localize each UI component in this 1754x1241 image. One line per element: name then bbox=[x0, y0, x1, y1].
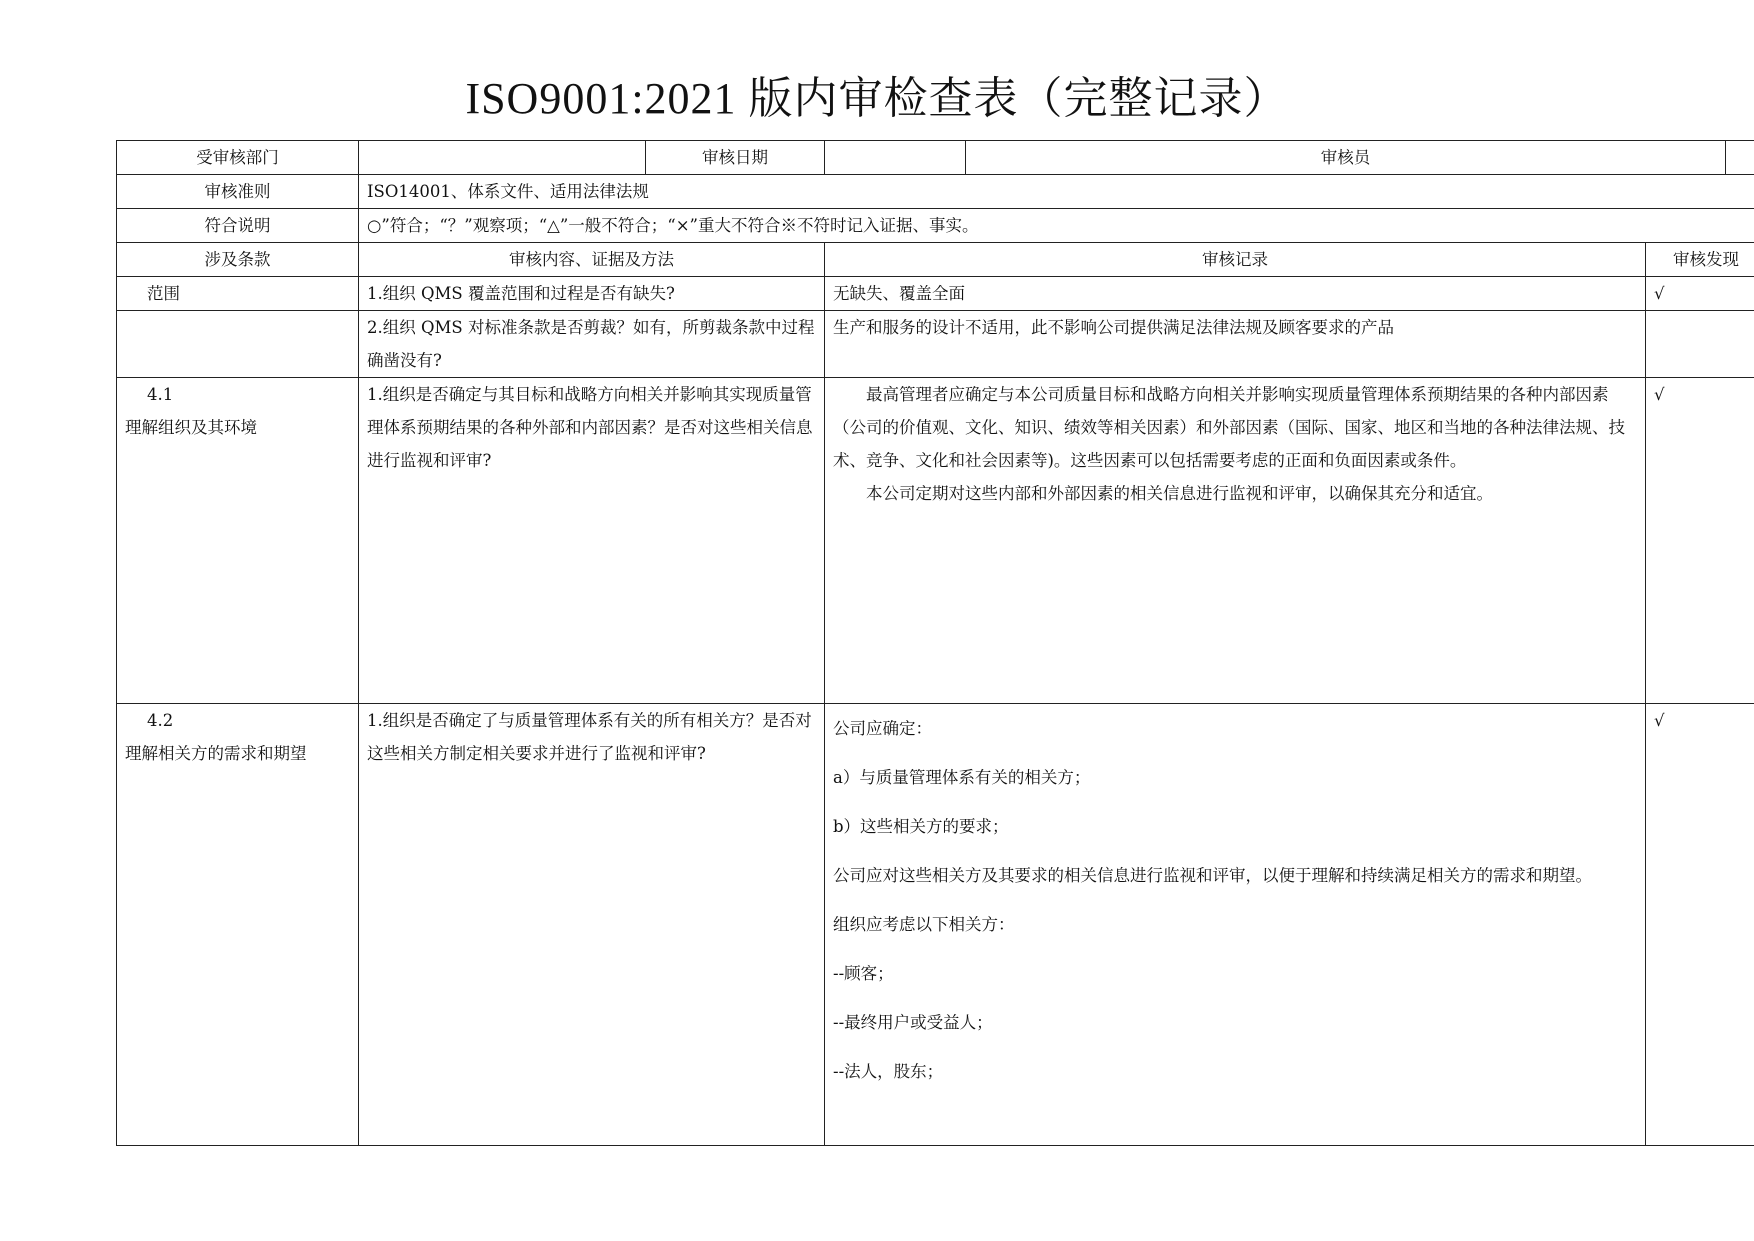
header-row-criteria bbox=[117, 175, 1754, 209]
column-header-content: 审核内容、证据及方法 bbox=[359, 243, 825, 277]
question-cell: 1.组织是否确定了与质量管理体系有关的所有相关方？是否对这些相关方制定相关要求并进行了监视和评审? bbox=[359, 704, 825, 1146]
clause-cell bbox=[117, 704, 359, 1146]
header-row-legend bbox=[117, 209, 1754, 243]
record-line: 组织应考虑以下相关方： bbox=[833, 915, 1015, 934]
dept-label: 受审核部门 bbox=[117, 141, 359, 175]
column-header-finding: 审核发现 bbox=[1646, 243, 1754, 277]
record-cell bbox=[825, 378, 1646, 704]
record-line: --法人，股东； bbox=[833, 1062, 944, 1081]
record-line: 公司应对这些相关方及其要求的相关信息进行监视和评审，以便于理解和持续满足相关方的需求和期望。 bbox=[833, 866, 1592, 885]
document-title: ISO9001:2021 版内审检查表（完整记录） bbox=[465, 74, 1289, 123]
column-header-clause: 涉及条款 bbox=[117, 243, 359, 277]
record-line: b）这些相关方的要求； bbox=[833, 817, 1009, 836]
clause-cell bbox=[117, 311, 359, 378]
table-row bbox=[117, 277, 1754, 311]
clause-cell: 范围 bbox=[117, 277, 359, 311]
record-cell: 生产和服务的设计不适用，此不影响公司提供满足法律法规及顾客要求的产品 bbox=[825, 311, 1646, 378]
dept-value bbox=[359, 141, 646, 175]
record-paragraph: 本公司定期对这些内部和外部因素的相关信息进行监视和评审，以确保其充分和适宜。 bbox=[866, 484, 1493, 503]
criteria-value: ISO14001、体系文件、适用法律法规 bbox=[359, 175, 1754, 209]
question-cell: 1.组织是否确定与其目标和战略方向相关并影响其实现质量管理体系预期结果的各种外部和内部因素？是否对这些相关信息进行监视和评审? bbox=[359, 378, 825, 704]
legend-label: 符合说明 bbox=[117, 209, 359, 243]
clause-code: 4.1 bbox=[147, 385, 174, 404]
record-paragraph: 最高管理者应确定与本公司质量目标和战略方向相关并影响实现质量管理体系预期结果的各种内部因素（公司的价值观、文化、知识、绩效等相关因素）和外部因素（国际、国家、地区和当地的各种法律法规、技术、竞争、文化和社会因素等)。这些因素可以包括需要考虑的正面和负面因素或条件。 bbox=[833, 385, 1625, 470]
clause-cell bbox=[117, 378, 359, 704]
date-value bbox=[825, 141, 966, 175]
auditor-label: 审核员 bbox=[966, 141, 1726, 175]
legend-value: ○”符合；“？”观察项；“△”一般不符合；“×”重大不符合※不符时记入证据、事实。 bbox=[359, 209, 1754, 243]
record-line: --顾客； bbox=[833, 964, 894, 983]
table-row bbox=[117, 378, 1754, 704]
clause-title: 理解组织及其环境 bbox=[125, 418, 257, 437]
record-line: --最终用户或受益人； bbox=[833, 1013, 993, 1032]
record-line: 公司应确定： bbox=[833, 719, 932, 738]
column-header-record: 审核记录 bbox=[825, 243, 1646, 277]
clause-title: 理解相关方的需求和期望 bbox=[125, 744, 307, 763]
criteria-label: 审核准则 bbox=[117, 175, 359, 209]
date-label: 审核日期 bbox=[646, 141, 825, 175]
auditor-value bbox=[1726, 141, 1754, 175]
finding-mark: √ bbox=[1646, 277, 1754, 311]
column-header-row bbox=[117, 243, 1754, 277]
question-cell: 1.组织 QMS 覆盖范围和过程是否有缺失? bbox=[359, 277, 825, 311]
finding-mark: √ bbox=[1646, 704, 1754, 1146]
table-row bbox=[117, 704, 1754, 1146]
question-cell: 2.组织 QMS 对标准条款是否剪裁？如有，所剪裁条款中过程确凿没有? bbox=[359, 311, 825, 378]
record-cell bbox=[825, 704, 1646, 1146]
clause-code: 4.2 bbox=[147, 711, 174, 730]
record-line: a）与质量管理体系有关的相关方； bbox=[833, 768, 1091, 787]
record-cell: 无缺失、覆盖全面 bbox=[825, 277, 1646, 311]
finding-cell bbox=[1646, 311, 1754, 378]
table-row bbox=[117, 311, 1754, 378]
header-row-department bbox=[117, 141, 1754, 175]
finding-mark: √ bbox=[1646, 378, 1754, 704]
audit-checklist-table bbox=[116, 140, 1754, 1146]
